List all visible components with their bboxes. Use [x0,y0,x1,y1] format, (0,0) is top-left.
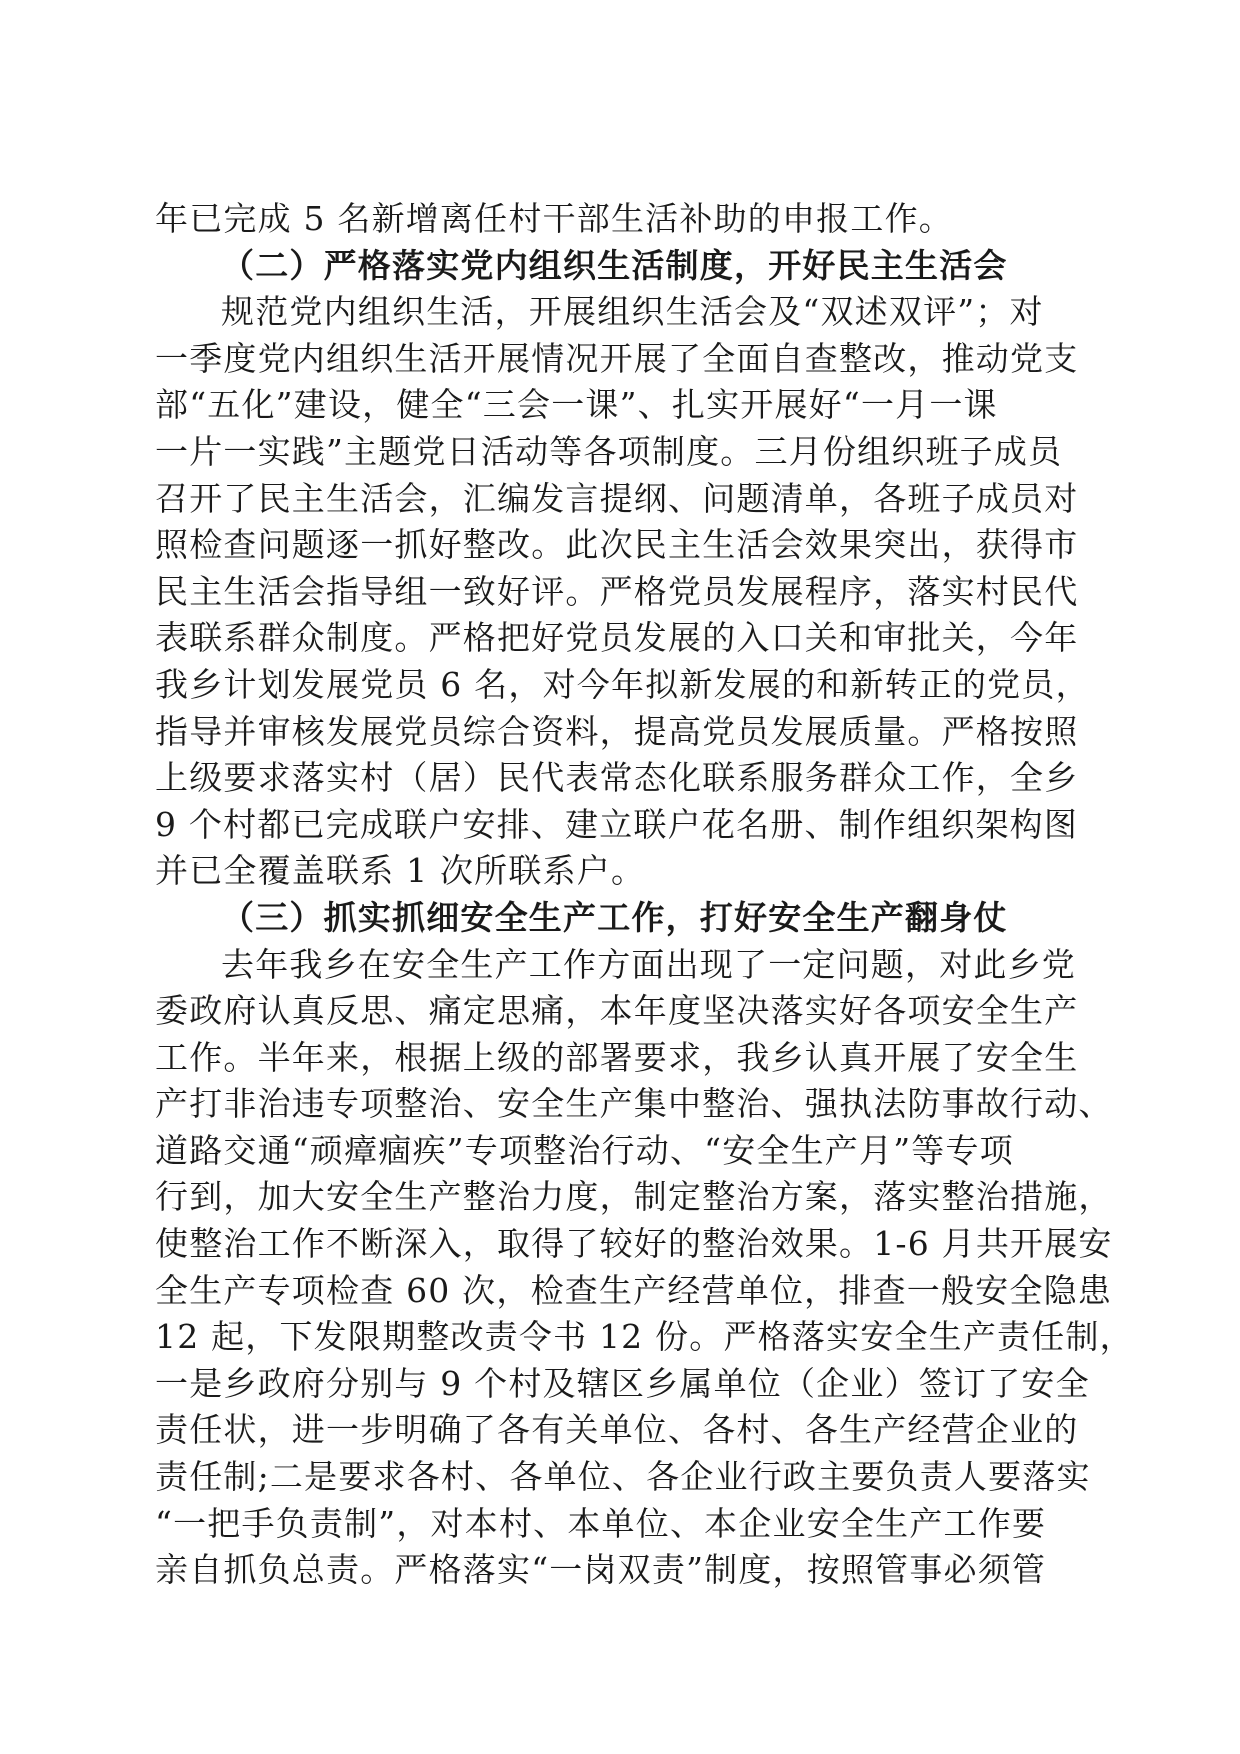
paragraph-line: 产打非治违专项整治、安全生产集中整治、强执法防事故行动、 [155,1084,1113,1124]
paragraph-line: 指导并审核发展党员综合资料，提高党员发展质量。严格按照 [155,711,1079,751]
paragraph-line: 年已完成 5 名新增离任村干部生活补助的申报工作。 [155,199,953,238]
paragraph-line: 照检查问题逐一抓好整改。此次民主生活会效果突出，获得市 [155,525,1079,565]
paragraph-line: 亲自抓负总责。严格落实“一岗双责”制度，按照管事必须管 [155,1550,1047,1590]
paragraph-line: 使整治工作不断深入，取得了较好的整治效果。1-6 月共开展安 [155,1224,1113,1264]
paragraph-line: 责任制;二是要求各村、各单位、各企业行政主要负责人要落实 [155,1457,1091,1497]
paragraph-line: 9 个村都已完成联户安排、建立联户花名册、制作组织架构图 [155,804,1079,844]
paragraph-line: 规范党内组织生活，开展组织生活会及“双述双评”；对 [221,292,1044,332]
paragraph-line: 上级要求落实村（居）民代表常态化联系服务群众工作，全乡 [155,758,1079,798]
paragraph-line: 道路交通“顽瘴痼疾”专项整治行动、“安全生产月”等专项 [155,1130,1014,1170]
paragraph-line: 表联系群众制度。严格把好党员发展的入口关和审批关，今年 [155,618,1079,658]
paragraph-line: 去年我乡在安全生产工作方面出现了一定问题，对此乡党 [221,944,1076,984]
paragraph-line: 并已全覆盖联系 1 次所联系户。 [155,851,646,891]
paragraph-line: 委政府认真反思、痛定思痛，本年度坚决落实好各项安全生产 [155,991,1079,1031]
paragraph-line: 工作。半年来，根据上级的部署要求，我乡认真开展了安全生 [155,1037,1079,1077]
section-heading-3: （三）抓实抓细安全生产工作，打好安全生产翻身仗 [221,897,1008,937]
paragraph-line: 召开了民主生活会，汇编发言提纲、问题清单，各班子成员对 [155,478,1079,518]
document-body [155,196,1134,1594]
paragraph-line: 部“五化”建设，健全“三会一课”、扎实开展好“一月一课 [155,385,998,425]
paragraph-line: “一把手负责制”，对本村、本单位、本企业安全生产工作要 [155,1503,1047,1543]
paragraph-line: 民主生活会指导组一致好评。严格党员发展程序，落实村民代 [155,571,1079,611]
paragraph-line: 一片一实践”主题党日活动等各项制度。三月份组织班子成员 [155,431,1063,471]
paragraph-line: 一季度党内组织生活开展情况开展了全面自查整改，推动党支 [155,338,1079,378]
paragraph-line: 全生产专项检查 60 次，检查生产经营单位，排查一般安全隐患 [155,1270,1112,1310]
paragraph-line: 责任状，进一步明确了各有关单位、各村、各生产经营企业的 [155,1410,1079,1450]
paragraph-line: 我乡计划发展党员 6 名，对今年拟新发展的和新转正的党员， [155,664,1090,704]
paragraph-line: 一是乡政府分别与 9 个村及辖区乡属单位（企业）签订了安全 [155,1363,1090,1403]
paragraph-line: 行到，加大安全生产整治力度，制定整治方案，落实整治措施， [155,1177,1113,1217]
section-heading-2: （二）严格落实党内组织生活制度，开好民主生活会 [221,245,1008,285]
paragraph-line: 12 起，下发限期整改责令书 12 份。严格落实安全生产责任制， [155,1317,1134,1357]
